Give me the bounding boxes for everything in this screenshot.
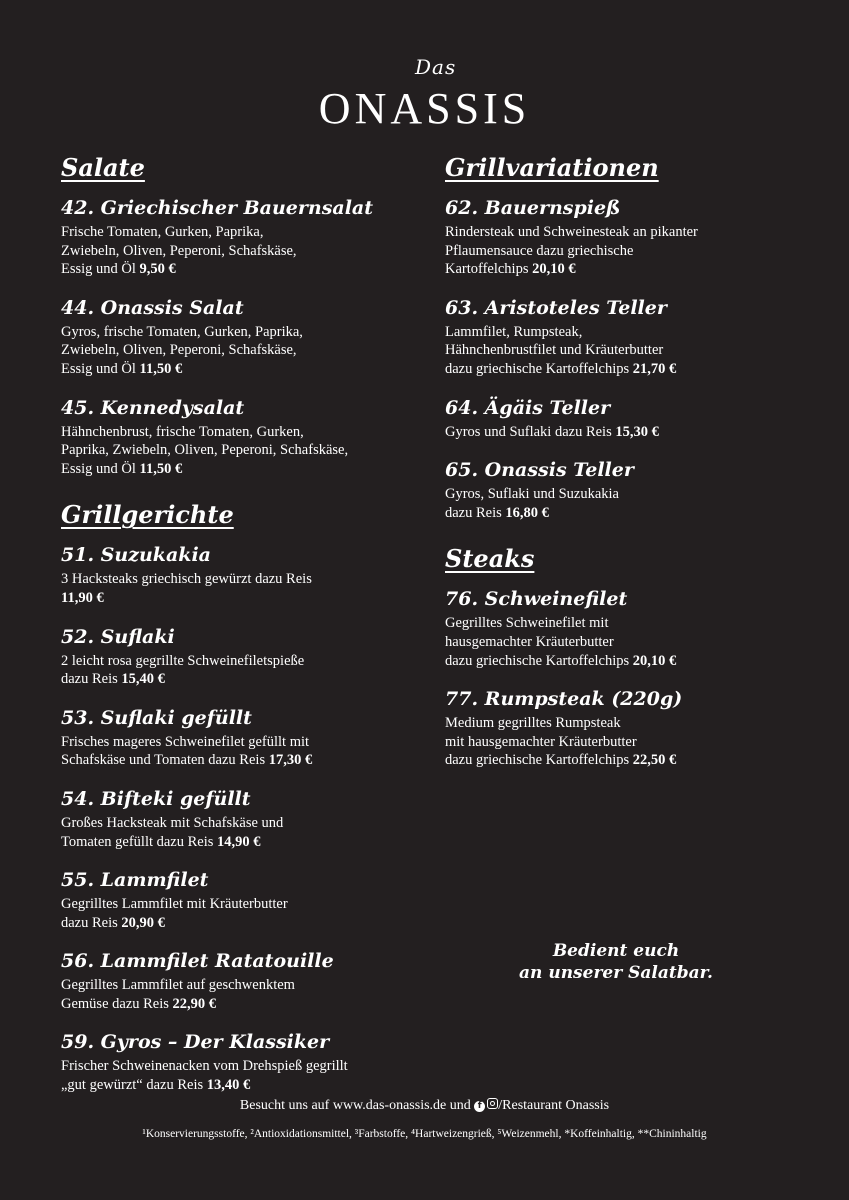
description-line: „gut gewürzt“ dazu Reis <box>61 1077 204 1094</box>
menu-section <box>61 152 421 478</box>
description-line: Rindersteak und Schweinesteak an pikanter <box>445 224 698 240</box>
description-price-line <box>445 260 805 279</box>
menu-item-title: 51. Suzukakia <box>61 544 211 567</box>
left-column <box>61 152 421 1112</box>
menu-item-title: 77. Rumpsteak (220g) <box>445 688 683 711</box>
description-line: Kartoffelchips <box>445 261 529 278</box>
logo-name: ONASSIS <box>318 84 531 133</box>
menu-item-description <box>445 223 805 279</box>
description-line: Hähnchenbrustfilet und Kräuterbutter <box>445 342 664 359</box>
menu-item <box>61 196 421 279</box>
menu-item <box>61 787 421 851</box>
menu-item-description <box>445 614 805 670</box>
menu-item-price: 11,50 € <box>139 360 183 377</box>
menu-item-price: 11,90 € <box>61 589 104 606</box>
description-price-line <box>61 460 421 479</box>
description-line: Lammfilet, Rumpsteak, <box>445 323 583 340</box>
description-line: Frischer Schweinenacken vom Drehspieß gegrillt <box>61 1058 348 1075</box>
menu-item-price: 15,30 € <box>615 423 659 440</box>
menu-item-title: 59. Gyros – Der Klassiker <box>61 1031 330 1054</box>
menu-item-title: 54. Bifteki gefüllt <box>61 787 251 810</box>
menu-item-title: 64. Ägäis Teller <box>445 396 611 419</box>
footnotes: ¹Konservierungsstoffe, ²Antioxidationsmittel, ³Farbstoffe, ⁴Hartweizengrieß, ⁵Weizenmehl, *Koffeinhaltig, **Chininhaltig <box>142 1128 707 1140</box>
salatbar-line-1: Bedient euch <box>552 941 680 961</box>
menu-item-title: 44. Onassis Salat <box>61 296 244 319</box>
description-line: Zwiebeln, Oliven, Peperoni, Schafskäse, <box>61 342 297 359</box>
description-line: Medium gegrilltes Rumpsteak <box>445 715 621 732</box>
description-line: Zwiebeln, Oliven, Peperoni, Schafskäse, <box>61 242 297 259</box>
menu-item-price: 17,30 € <box>268 752 313 769</box>
menu-item-price: 20,90 € <box>121 914 165 931</box>
menu-item-title: 52. Suflaki <box>61 625 175 648</box>
description-price-line <box>445 751 805 770</box>
menu-item-title: 53. Suflaki gefüllt <box>61 706 252 729</box>
menu-item-description <box>445 714 805 770</box>
description-line: dazu griechische Kartoffelchips <box>445 360 630 377</box>
menu-item <box>61 296 421 379</box>
menu-item-price: 13,40 € <box>206 1077 251 1094</box>
menu-item-title: 63. Aristoteles Teller <box>445 296 667 319</box>
menu-item-price: 20,10 € <box>532 261 576 278</box>
menu-section <box>445 543 805 770</box>
menu-item-price: 14,90 € <box>217 833 261 850</box>
menu-item-price: 22,50 € <box>632 752 677 769</box>
menu-item-price: 21,70 € <box>632 360 677 377</box>
description-price-line <box>61 751 421 770</box>
description-price-line <box>61 995 421 1014</box>
description-price-line <box>61 260 421 279</box>
menu-item <box>445 196 805 279</box>
description-line: Gegrilltes Schweinefilet mit <box>445 615 609 632</box>
menu-item-description <box>445 485 805 522</box>
description-price-line <box>445 360 805 379</box>
menu-item <box>445 296 805 379</box>
description-line: Großes Hacksteak mit Schafskäse und <box>61 814 284 831</box>
description-line: Gyros, frische Tomaten, Gurken, Paprika, <box>61 323 303 340</box>
salatbar-note <box>480 940 752 984</box>
menu-item-title: 45. Kennedysalat <box>61 396 245 419</box>
menu-item <box>61 396 421 479</box>
description-line: Hähnchenbrust, frische Tomaten, Gurken, <box>61 423 304 440</box>
description-line: Schafskäse und Tomaten dazu Reis <box>61 752 266 769</box>
menu-item-title: 76. Schweinefilet <box>445 588 628 611</box>
description-line: dazu griechische Kartoffelchips <box>445 752 630 769</box>
menu-item-description <box>445 423 805 442</box>
menu-item-description <box>61 323 421 379</box>
description-price-line <box>61 1076 421 1095</box>
description-line: dazu Reis <box>61 914 118 931</box>
description-line: mit hausgemachter Kräuterbutter <box>445 733 637 750</box>
description-line: Gemüse dazu Reis <box>61 995 169 1012</box>
description-price-line <box>445 423 805 442</box>
description-line: Gegrilltes Lammfilet mit Kräuterbutter <box>61 896 288 913</box>
description-line: Frisches mageres Schweinefilet gefüllt mit <box>61 733 310 750</box>
description-line: hausgemachter Kräuterbutter <box>445 633 614 650</box>
description-line: dazu Reis <box>61 671 118 688</box>
description-line: Gyros, Suflaki und Suzukakia <box>445 486 619 503</box>
footer-social-handle: /Restaurant Onassis <box>498 1098 610 1113</box>
menu-item-title: 56. Lammfilet Ratatouille <box>61 950 334 973</box>
menu-item-price: 22,90 € <box>172 995 217 1012</box>
section-title: Salate <box>61 153 145 182</box>
menu-item-description <box>61 223 421 279</box>
description-line: Essig und Öl <box>61 261 136 278</box>
description-price-line <box>445 504 805 523</box>
menu-item-price: 9,50 € <box>139 261 176 278</box>
description-line: Essig und Öl <box>61 460 136 477</box>
menu-item <box>61 949 421 1013</box>
menu-item-price: 15,40 € <box>121 671 165 688</box>
menu-item-description <box>61 895 421 932</box>
footer-visit <box>0 1098 849 1114</box>
menu-item-description <box>445 323 805 379</box>
menu-item <box>445 458 805 522</box>
menu-item <box>61 706 421 770</box>
description-line: Essig und Öl <box>61 360 136 377</box>
menu-item-price: 20,10 € <box>632 652 677 669</box>
menu-item-title: 62. Bauernspieß <box>445 197 621 219</box>
description-price-line <box>445 652 805 671</box>
section-title: Steaks <box>445 544 535 574</box>
footer-visit-text: Besucht uns auf www.das-onassis.de und <box>239 1098 471 1113</box>
right-column <box>445 152 805 787</box>
description-line: 2 leicht rosa gegrillte Schweinefiletspieße <box>61 652 305 669</box>
logo-prefix: Das <box>415 55 457 79</box>
description-price-line <box>61 360 421 379</box>
menu-item-price: 11,50 € <box>139 460 183 477</box>
menu-item <box>445 687 805 770</box>
menu-item-description <box>61 733 421 770</box>
facebook-icon[interactable]: f <box>474 1101 485 1112</box>
description-price-line <box>61 670 421 689</box>
description-line: dazu Reis <box>445 504 502 521</box>
menu-item-description <box>61 570 421 607</box>
section-title: Grillgerichte <box>61 500 234 530</box>
description-line: Pflaumensauce dazu griechische <box>445 242 634 259</box>
menu-item-title: 55. Lammfilet <box>61 869 209 892</box>
menu-item <box>61 1030 421 1094</box>
menu-item-description <box>61 976 421 1013</box>
description-line: Gyros und Suflaki dazu Reis <box>445 423 612 440</box>
description-line: Frische Tomaten, Gurken, Paprika, <box>61 224 264 240</box>
description-price-line <box>61 833 421 852</box>
salatbar-line-2: an unserer Salatbar. <box>519 963 713 983</box>
description-line: dazu griechische Kartoffelchips <box>445 652 630 669</box>
menu-item <box>61 543 421 607</box>
menu-item-price: 16,80 € <box>505 504 549 521</box>
menu-item <box>445 396 805 442</box>
description-price-line <box>61 589 421 608</box>
menu-section <box>445 152 805 522</box>
menu-item-title: 42. Griechischer Bauernsalat <box>61 197 374 219</box>
description-line: Paprika, Zwiebeln, Oliven, Peperoni, Schafskäse, <box>61 442 349 459</box>
menu-item-description <box>61 652 421 689</box>
menu-item-description <box>61 814 421 851</box>
menu-item <box>445 587 805 670</box>
instagram-icon[interactable] <box>487 1098 498 1109</box>
description-line: 3 Hacksteaks griechisch gewürzt dazu Reis <box>61 571 312 588</box>
menu-item <box>61 625 421 689</box>
menu-item <box>61 868 421 932</box>
menu-section <box>61 499 421 1094</box>
section-title: Grillvariationen <box>445 153 659 182</box>
description-price-line <box>61 914 421 933</box>
menu-item-description <box>61 423 421 479</box>
description-line: Tomaten gefüllt dazu Reis <box>61 833 214 850</box>
menu-item-title: 65. Onassis Teller <box>445 459 634 482</box>
description-line: Gegrilltes Lammfilet auf geschwenktem <box>61 977 295 994</box>
menu-item-description <box>61 1057 421 1094</box>
